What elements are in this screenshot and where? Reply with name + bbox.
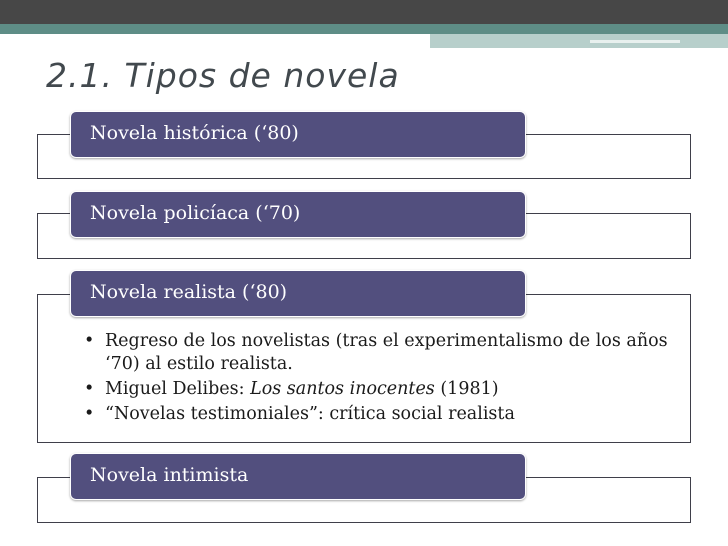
bullet-text-pre: Miguel Delibes: [105, 379, 251, 399]
header-light-bar [430, 34, 728, 48]
bullet-item [84, 330, 674, 376]
header-teal-bar [0, 24, 728, 34]
item-label-realista: Novela realista (‘80) [70, 270, 526, 317]
bullet-text: Regreso de los novelistas (tras el experimentalismo de los años ‘70) al estilo realista. [105, 331, 668, 374]
item-label-intimista: Novela intimista [70, 453, 526, 500]
bullet-item [84, 403, 674, 426]
item-label-policiaca: Novela policíaca (‘70) [70, 191, 526, 238]
bullet-text: “Novelas testimoniales”: crítica social realista [105, 404, 515, 424]
bullet-text-post: (1981) [434, 379, 499, 399]
header-dark-bar [0, 0, 728, 24]
item-label-historica: Novela histórica (‘80) [70, 111, 526, 158]
slide-title: 2.1. Tipos de novela [46, 56, 400, 95]
bullet-item [84, 378, 674, 401]
header-highlight-bar [590, 40, 680, 43]
book-title: Los santos inocentes [250, 379, 435, 399]
realista-bullet-list [84, 330, 674, 426]
